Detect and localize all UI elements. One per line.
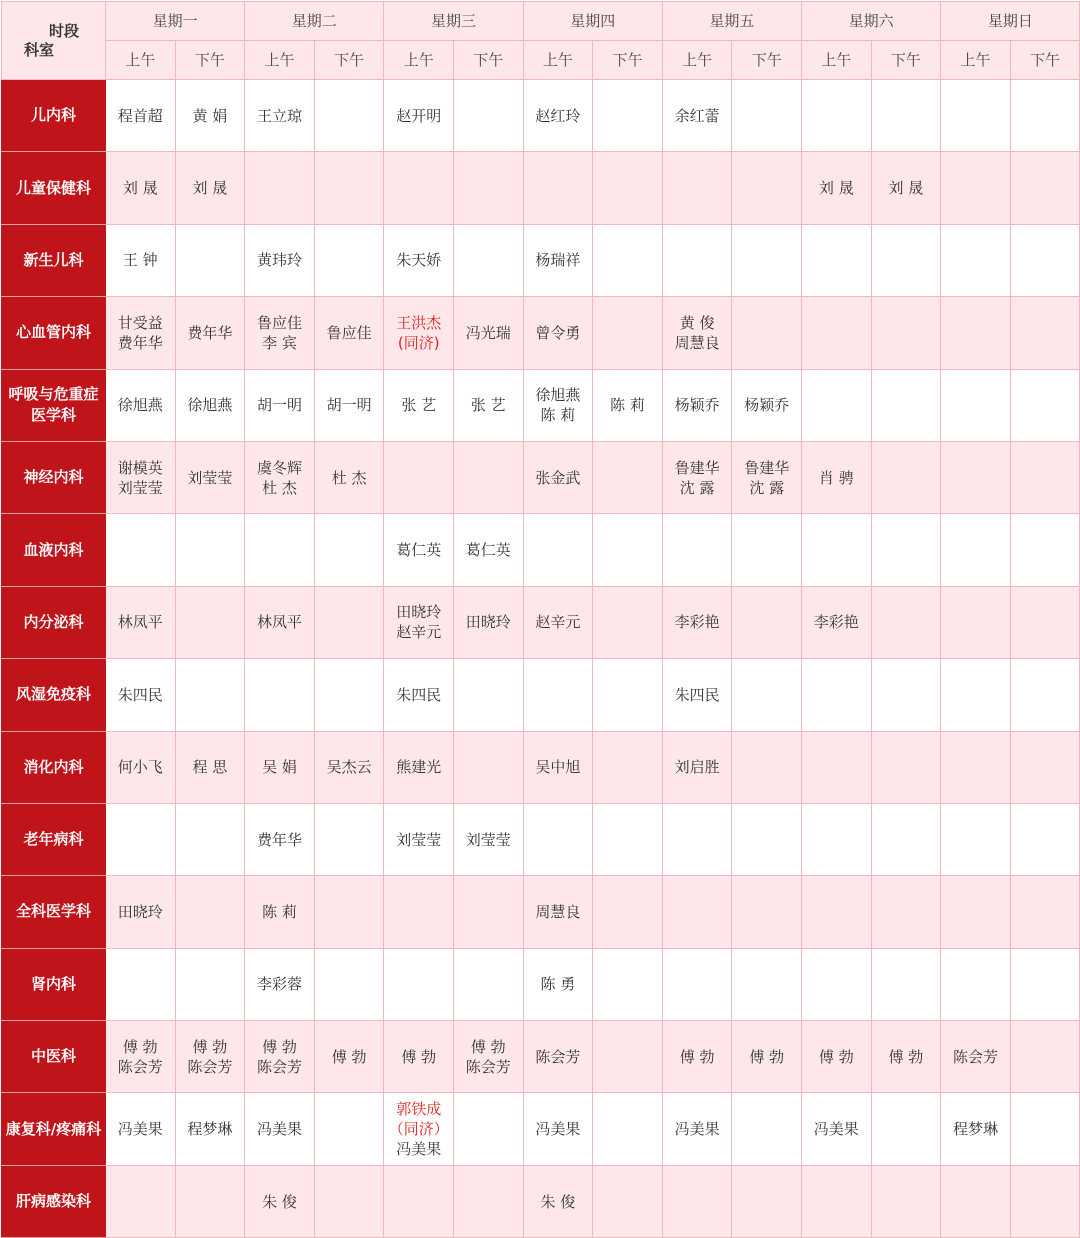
department-row xyxy=(2,731,1080,803)
schedule-cell: 陈会芳 xyxy=(941,1021,1011,1093)
schedule-body xyxy=(2,80,1080,1238)
schedule-cell xyxy=(732,731,802,803)
schedule-cell xyxy=(593,731,663,803)
period-header-pm: 下午 xyxy=(175,41,245,80)
schedule-cell xyxy=(314,586,384,658)
schedule-cell xyxy=(1010,297,1080,369)
schedule-cell xyxy=(871,297,941,369)
schedule-cell-line: 王洪杰 xyxy=(396,313,442,332)
schedule-cell xyxy=(732,948,802,1020)
department-name: 呼吸与危重症 医学科 xyxy=(2,369,106,441)
department-name: 风湿免疫科 xyxy=(2,659,106,731)
schedule-cell: 鲁建华 沈 露 xyxy=(662,441,732,513)
schedule-cell: 鲁应佳 xyxy=(314,297,384,369)
schedule-cell xyxy=(941,876,1011,948)
schedule-cell: 徐旭燕 xyxy=(175,369,245,441)
schedule-cell xyxy=(1010,803,1080,875)
schedule-cell xyxy=(941,514,1011,586)
day-header-saturday: 星期六 xyxy=(802,2,941,41)
department-name: 血液内科 xyxy=(2,514,106,586)
schedule-cell xyxy=(106,1165,176,1237)
schedule-cell xyxy=(523,152,593,224)
schedule-cell-line: （同济） xyxy=(388,1120,449,1139)
schedule-cell: 程梦琳 xyxy=(175,1093,245,1165)
department-row xyxy=(2,224,1080,296)
schedule-cell: 冯美果 xyxy=(523,1093,593,1165)
schedule-cell xyxy=(941,1165,1011,1237)
schedule-cell: 周慧良 xyxy=(523,876,593,948)
schedule-cell xyxy=(314,948,384,1020)
schedule-cell xyxy=(454,1165,524,1237)
schedule-cell: 田晓玲 xyxy=(454,586,524,658)
schedule-cell xyxy=(175,224,245,296)
schedule-cell xyxy=(802,876,872,948)
schedule-cell: 冯美果 xyxy=(106,1093,176,1165)
department-name: 康复科/疼痛科 xyxy=(2,1093,106,1165)
schedule-cell: 刘启胜 xyxy=(662,731,732,803)
department-name: 神经内科 xyxy=(2,441,106,513)
schedule-cell: 冯美果 xyxy=(245,1093,315,1165)
schedule-cell xyxy=(1010,514,1080,586)
schedule-cell: 余红蕾 xyxy=(662,80,732,152)
schedule-cell xyxy=(802,297,872,369)
schedule-cell xyxy=(732,514,802,586)
schedule-cell: 甘受益 费年华 xyxy=(106,297,176,369)
schedule-cell xyxy=(941,586,1011,658)
schedule-cell xyxy=(384,1093,454,1165)
schedule-cell-line: 郭铁成 xyxy=(396,1100,442,1119)
schedule-cell xyxy=(1010,1021,1080,1093)
schedule-cell xyxy=(662,514,732,586)
day-header-tuesday: 星期二 xyxy=(245,2,384,41)
schedule-cell: 肖 骋 xyxy=(802,441,872,513)
schedule-cell: 李彩艳 xyxy=(802,586,872,658)
schedule-cell xyxy=(802,514,872,586)
schedule-cell: 朱 俊 xyxy=(523,1165,593,1237)
schedule-cell: 王立琼 xyxy=(245,80,315,152)
schedule-cell xyxy=(1010,731,1080,803)
schedule-cell: 鲁建华 沈 露 xyxy=(732,441,802,513)
schedule-cell xyxy=(871,514,941,586)
schedule-cell xyxy=(593,297,663,369)
schedule-cell xyxy=(384,948,454,1020)
department-row xyxy=(2,586,1080,658)
schedule-cell xyxy=(1010,80,1080,152)
department-name: 心血管内科 xyxy=(2,297,106,369)
schedule-cell xyxy=(1010,369,1080,441)
schedule-cell xyxy=(314,514,384,586)
schedule-cell xyxy=(662,803,732,875)
schedule-cell: 鲁应佳 李 宾 xyxy=(245,297,315,369)
schedule-cell: 黄 俊 周慧良 xyxy=(662,297,732,369)
schedule-cell xyxy=(941,659,1011,731)
schedule-cell: 傅 勃 xyxy=(732,1021,802,1093)
schedule-cell: 刘 晟 xyxy=(106,152,176,224)
day-header-row xyxy=(2,2,1080,41)
department-name: 中医科 xyxy=(2,1021,106,1093)
schedule-cell xyxy=(314,803,384,875)
period-header-pm: 下午 xyxy=(593,41,663,80)
schedule-cell: 赵红玲 xyxy=(523,80,593,152)
schedule-cell xyxy=(732,297,802,369)
schedule-cell: 刘莹莹 xyxy=(454,803,524,875)
schedule-cell: 杨颖乔 xyxy=(732,369,802,441)
period-header-pm: 下午 xyxy=(314,41,384,80)
schedule-cell: 冯美果 xyxy=(802,1093,872,1165)
schedule-cell xyxy=(314,876,384,948)
schedule-cell xyxy=(454,948,524,1020)
schedule-cell xyxy=(593,152,663,224)
department-row xyxy=(2,948,1080,1020)
schedule-cell xyxy=(802,948,872,1020)
department-name: 肾内科 xyxy=(2,948,106,1020)
schedule-cell xyxy=(802,369,872,441)
schedule-cell: 程 思 xyxy=(175,731,245,803)
schedule-cell: 吴中旭 xyxy=(523,731,593,803)
schedule-cell xyxy=(106,803,176,875)
schedule-cell: 刘 晟 xyxy=(175,152,245,224)
schedule-cell xyxy=(871,224,941,296)
schedule-cell xyxy=(245,659,315,731)
schedule-cell xyxy=(662,1165,732,1237)
day-header-thursday: 星期四 xyxy=(523,2,662,41)
schedule-cell xyxy=(454,876,524,948)
schedule-cell: 葛仁英 xyxy=(454,514,524,586)
schedule-cell xyxy=(1010,224,1080,296)
schedule-cell: 徐旭燕 陈 莉 xyxy=(523,369,593,441)
schedule-cell: 赵辛元 xyxy=(523,586,593,658)
schedule-cell xyxy=(175,586,245,658)
schedule-cell xyxy=(593,586,663,658)
period-header-am: 上午 xyxy=(802,41,872,80)
schedule-cell xyxy=(523,803,593,875)
schedule-cell xyxy=(523,659,593,731)
schedule-cell xyxy=(941,948,1011,1020)
schedule-cell xyxy=(802,1165,872,1237)
period-header-pm: 下午 xyxy=(1010,41,1080,80)
schedule-cell xyxy=(175,1165,245,1237)
schedule-cell: 朱 俊 xyxy=(245,1165,315,1237)
schedule-cell xyxy=(802,803,872,875)
period-header-am: 上午 xyxy=(523,41,593,80)
schedule-cell: 朱四民 xyxy=(662,659,732,731)
department-row xyxy=(2,1165,1080,1237)
schedule-cell xyxy=(175,659,245,731)
schedule-cell xyxy=(593,441,663,513)
department-row xyxy=(2,803,1080,875)
schedule-cell xyxy=(871,803,941,875)
schedule-cell: 林凤平 xyxy=(106,586,176,658)
schedule-table xyxy=(1,1,1080,1238)
schedule-cell xyxy=(593,659,663,731)
schedule-cell: 李彩艳 xyxy=(662,586,732,658)
period-header-pm: 下午 xyxy=(871,41,941,80)
schedule-cell: 傅 勃 xyxy=(384,1021,454,1093)
corner-label-department: 科室 xyxy=(24,41,55,59)
department-row xyxy=(2,441,1080,513)
schedule-cell xyxy=(384,152,454,224)
schedule-cell xyxy=(454,80,524,152)
schedule-cell xyxy=(941,224,1011,296)
schedule-cell xyxy=(662,948,732,1020)
schedule-cell xyxy=(941,731,1011,803)
schedule-cell xyxy=(175,948,245,1020)
schedule-cell: 曾令勇 xyxy=(523,297,593,369)
schedule-cell: 李彩蓉 xyxy=(245,948,315,1020)
schedule-cell xyxy=(384,441,454,513)
schedule-cell: 虞冬辉 杜 杰 xyxy=(245,441,315,513)
department-row xyxy=(2,876,1080,948)
schedule-cell: 胡一明 xyxy=(314,369,384,441)
schedule-cell-line: 冯美果 xyxy=(396,1140,442,1159)
schedule-cell xyxy=(1010,1165,1080,1237)
schedule-cell: 傅 勃 陈会芳 xyxy=(245,1021,315,1093)
schedule-cell xyxy=(802,731,872,803)
schedule-cell: 熊建光 xyxy=(384,731,454,803)
schedule-cell xyxy=(245,152,315,224)
department-row xyxy=(2,80,1080,152)
schedule-cell xyxy=(314,1093,384,1165)
schedule-cell xyxy=(593,514,663,586)
schedule-cell xyxy=(732,152,802,224)
schedule-cell: 王 钟 xyxy=(106,224,176,296)
schedule-cell: 程首超 xyxy=(106,80,176,152)
schedule-cell: 程梦琳 xyxy=(941,1093,1011,1165)
schedule-cell xyxy=(245,514,315,586)
period-header-am: 上午 xyxy=(245,41,315,80)
schedule-cell xyxy=(314,152,384,224)
schedule-cell xyxy=(871,876,941,948)
schedule-cell: 田晓玲 赵辛元 xyxy=(384,586,454,658)
schedule-cell: 刘 晟 xyxy=(802,152,872,224)
schedule-cell: 杨瑞祥 xyxy=(523,224,593,296)
schedule-cell xyxy=(732,659,802,731)
department-name: 新生儿科 xyxy=(2,224,106,296)
department-name: 儿内科 xyxy=(2,80,106,152)
period-header-pm: 下午 xyxy=(454,41,524,80)
schedule-cell xyxy=(454,1093,524,1165)
schedule-cell xyxy=(732,586,802,658)
schedule-cell xyxy=(732,803,802,875)
corner-header xyxy=(2,2,106,80)
department-name: 肝病感染科 xyxy=(2,1165,106,1237)
schedule-cell: 朱四民 xyxy=(106,659,176,731)
schedule-cell: 吴 娟 xyxy=(245,731,315,803)
department-row xyxy=(2,1093,1080,1165)
schedule-cell xyxy=(314,1165,384,1237)
schedule-cell: 刘 晟 xyxy=(871,152,941,224)
schedule-cell: 陈 莉 xyxy=(593,369,663,441)
schedule-cell xyxy=(1010,1093,1080,1165)
schedule-cell xyxy=(941,803,1011,875)
schedule-cell xyxy=(732,1165,802,1237)
schedule-cell xyxy=(871,441,941,513)
schedule-cell: 张 艺 xyxy=(454,369,524,441)
period-header-am: 上午 xyxy=(384,41,454,80)
schedule-cell: 傅 勃 陈会芳 xyxy=(106,1021,176,1093)
department-name: 老年病科 xyxy=(2,803,106,875)
schedule-cell xyxy=(454,659,524,731)
schedule-cell xyxy=(871,369,941,441)
schedule-cell xyxy=(871,659,941,731)
schedule-cell xyxy=(384,1165,454,1237)
schedule-cell: 葛仁英 xyxy=(384,514,454,586)
department-row xyxy=(2,369,1080,441)
period-header-pm: 下午 xyxy=(732,41,802,80)
schedule-cell xyxy=(593,1093,663,1165)
schedule-cell: 费年华 xyxy=(245,803,315,875)
schedule-cell: 陈 勇 xyxy=(523,948,593,1020)
schedule-cell: 林凤平 xyxy=(245,586,315,658)
schedule-cell: 谢模英 刘莹莹 xyxy=(106,441,176,513)
schedule-cell xyxy=(454,152,524,224)
day-header-friday: 星期五 xyxy=(662,2,801,41)
schedule-cell: 陈 莉 xyxy=(245,876,315,948)
schedule-cell xyxy=(802,224,872,296)
schedule-cell xyxy=(802,659,872,731)
schedule-cell: 冯美果 xyxy=(662,1093,732,1165)
schedule-cell: 田晓玲 xyxy=(106,876,176,948)
schedule-cell xyxy=(1010,659,1080,731)
schedule-cell: 傅 勃 xyxy=(662,1021,732,1093)
schedule-cell: 杜 杰 xyxy=(314,441,384,513)
schedule-cell xyxy=(871,586,941,658)
department-row xyxy=(2,297,1080,369)
schedule-cell: 陈会芳 xyxy=(523,1021,593,1093)
schedule-cell: 黄 娟 xyxy=(175,80,245,152)
schedule-cell: 朱天娇 xyxy=(384,224,454,296)
schedule-cell xyxy=(662,152,732,224)
schedule-cell: 刘莹莹 xyxy=(384,803,454,875)
schedule-cell xyxy=(106,514,176,586)
schedule-cell: 傅 勃 陈会芳 xyxy=(454,1021,524,1093)
schedule-cell xyxy=(871,1165,941,1237)
department-name: 儿童保健科 xyxy=(2,152,106,224)
schedule-cell xyxy=(593,803,663,875)
schedule-cell xyxy=(732,1093,802,1165)
schedule-cell xyxy=(593,224,663,296)
schedule-cell xyxy=(871,948,941,1020)
schedule-cell xyxy=(1010,152,1080,224)
schedule-cell xyxy=(106,948,176,1020)
schedule-cell: 赵开明 xyxy=(384,80,454,152)
department-name: 内分泌科 xyxy=(2,586,106,658)
schedule-cell: 胡一明 xyxy=(245,369,315,441)
department-row xyxy=(2,152,1080,224)
period-header-row xyxy=(2,41,1080,80)
schedule-cell xyxy=(871,1093,941,1165)
schedule-cell: 傅 勃 xyxy=(802,1021,872,1093)
schedule-cell xyxy=(593,876,663,948)
schedule-cell xyxy=(662,876,732,948)
schedule-cell: 张 艺 xyxy=(384,369,454,441)
schedule-cell xyxy=(175,876,245,948)
department-row xyxy=(2,514,1080,586)
schedule-cell xyxy=(384,876,454,948)
schedule-cell: 吴杰云 xyxy=(314,731,384,803)
schedule-cell xyxy=(314,224,384,296)
schedule-cell: 刘莹莹 xyxy=(175,441,245,513)
schedule-cell xyxy=(732,224,802,296)
schedule-cell xyxy=(593,948,663,1020)
period-header-am: 上午 xyxy=(941,41,1011,80)
schedule-cell xyxy=(593,1021,663,1093)
schedule-cell: 张金武 xyxy=(523,441,593,513)
schedule-cell xyxy=(384,297,454,369)
schedule-cell xyxy=(454,441,524,513)
schedule-cell-line: (同济) xyxy=(397,333,440,352)
schedule-cell: 傅 勃 陈会芳 xyxy=(175,1021,245,1093)
corner-label-period: 时段 xyxy=(48,22,79,40)
schedule-cell xyxy=(941,152,1011,224)
department-row xyxy=(2,1021,1080,1093)
schedule-cell xyxy=(941,441,1011,513)
schedule-cell xyxy=(941,297,1011,369)
day-header-sunday: 星期日 xyxy=(941,2,1080,41)
department-name: 消化内科 xyxy=(2,731,106,803)
schedule-cell xyxy=(802,80,872,152)
schedule-cell xyxy=(1010,948,1080,1020)
schedule-cell: 冯光瑞 xyxy=(454,297,524,369)
schedule-cell: 徐旭燕 xyxy=(106,369,176,441)
schedule-cell xyxy=(941,80,1011,152)
schedule-cell xyxy=(662,224,732,296)
day-header-monday: 星期一 xyxy=(106,2,245,41)
schedule-cell xyxy=(454,224,524,296)
schedule-cell xyxy=(175,803,245,875)
department-row xyxy=(2,659,1080,731)
schedule-cell xyxy=(871,731,941,803)
schedule-cell xyxy=(523,514,593,586)
day-header-wednesday: 星期三 xyxy=(384,2,523,41)
department-name: 全科医学科 xyxy=(2,876,106,948)
schedule-cell: 何小飞 xyxy=(106,731,176,803)
schedule-cell xyxy=(1010,441,1080,513)
schedule-cell xyxy=(314,80,384,152)
period-header-am: 上午 xyxy=(662,41,732,80)
schedule-cell xyxy=(732,876,802,948)
schedule-cell xyxy=(593,1165,663,1237)
schedule-cell: 费年华 xyxy=(175,297,245,369)
schedule-cell xyxy=(871,80,941,152)
schedule-cell: 傅 勃 xyxy=(871,1021,941,1093)
schedule-cell xyxy=(593,80,663,152)
schedule-cell xyxy=(454,731,524,803)
schedule-cell: 黄玮玲 xyxy=(245,224,315,296)
period-header-am: 上午 xyxy=(106,41,176,80)
schedule-cell xyxy=(175,514,245,586)
schedule-cell: 杨颖乔 xyxy=(662,369,732,441)
schedule-cell: 朱四民 xyxy=(384,659,454,731)
schedule-cell: 傅 勃 xyxy=(314,1021,384,1093)
schedule-cell xyxy=(941,369,1011,441)
schedule-cell xyxy=(1010,586,1080,658)
schedule-cell xyxy=(1010,876,1080,948)
schedule-cell xyxy=(732,80,802,152)
schedule-cell xyxy=(314,659,384,731)
